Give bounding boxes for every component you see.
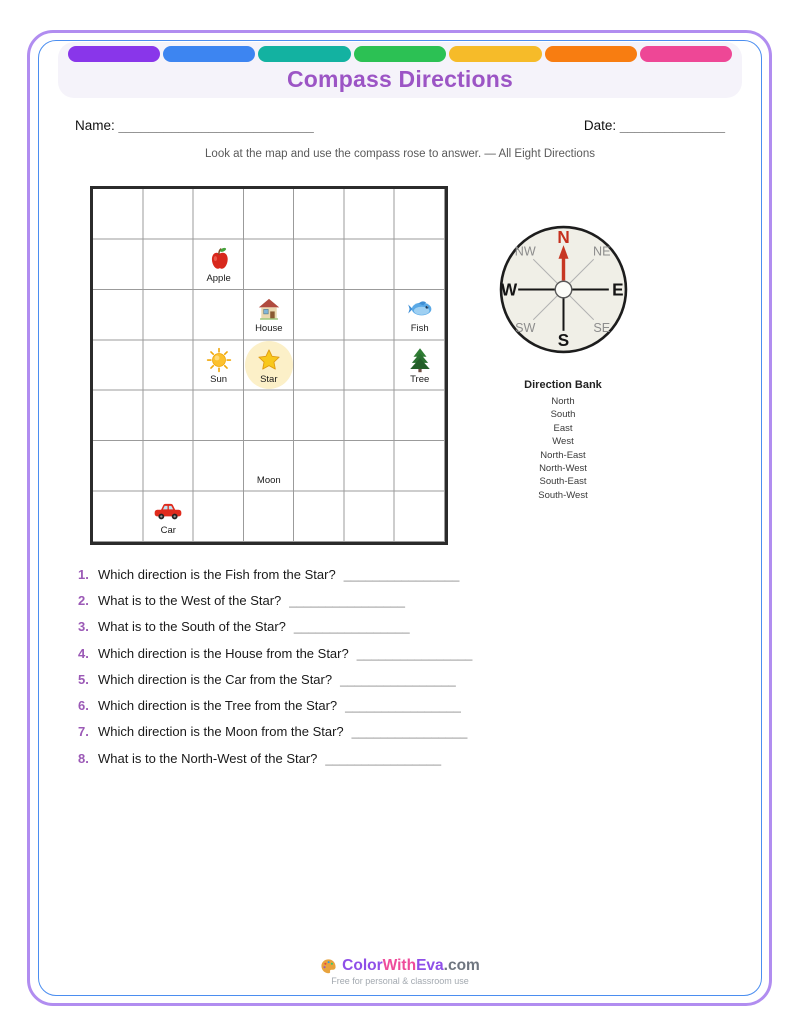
brand-word-color: Color bbox=[342, 957, 383, 974]
map-item-label: Tree bbox=[410, 373, 430, 385]
header-bar bbox=[449, 46, 541, 62]
map-item-house bbox=[244, 290, 294, 340]
map-item-fish bbox=[395, 290, 445, 340]
page-title: Compass Directions bbox=[287, 66, 513, 92]
map-item-tree bbox=[395, 340, 445, 390]
date-label: Date: bbox=[583, 118, 617, 133]
car-icon bbox=[153, 497, 183, 525]
question-text: What is to the South of the Star? bbox=[98, 619, 286, 635]
map-item-label: Car bbox=[160, 525, 176, 537]
question-text: Which direction is the Car from the Star? bbox=[98, 671, 333, 687]
date-blank-line: ______________ bbox=[619, 118, 725, 133]
footer-brand bbox=[320, 957, 480, 975]
compass-label-nw: NW bbox=[514, 244, 536, 259]
footer bbox=[0, 957, 800, 986]
question-row bbox=[78, 692, 472, 718]
answer-blank-line: ________________ bbox=[345, 698, 461, 714]
question-row bbox=[78, 587, 472, 613]
answer-blank-line: ________________ bbox=[293, 619, 410, 635]
brand-word-with: With bbox=[382, 957, 417, 974]
question-text: What is to the North-West of the Star? bbox=[98, 750, 318, 766]
compass-rose bbox=[495, 221, 632, 358]
question-text: Which direction is the Tree from the Star? bbox=[98, 698, 338, 714]
question-row bbox=[78, 745, 472, 771]
header-bar bbox=[68, 46, 160, 62]
header-bar bbox=[258, 46, 350, 62]
direction-bank-item: North-West bbox=[539, 463, 587, 475]
header-color-bars bbox=[66, 46, 734, 62]
compass-label-e: E bbox=[612, 280, 624, 300]
direction-bank-item: West bbox=[552, 436, 574, 448]
apple-icon bbox=[206, 245, 232, 273]
date-field bbox=[584, 118, 725, 133]
header-bar bbox=[354, 46, 446, 62]
star-icon bbox=[257, 346, 281, 374]
map-item-moon bbox=[244, 441, 294, 491]
map-item-label: Apple bbox=[206, 272, 231, 284]
footer-tagline: Free for personal & classroom use bbox=[331, 976, 469, 986]
question-row bbox=[78, 640, 472, 666]
question-number: 2. bbox=[78, 592, 89, 608]
direction-bank bbox=[463, 379, 663, 502]
compass-label-s: S bbox=[557, 330, 570, 350]
map-item-apple bbox=[194, 239, 244, 289]
question-text: Which direction is the Moon from the Star? bbox=[98, 724, 344, 740]
map-item-label: Fish bbox=[410, 323, 429, 335]
answer-blank-line: ________________ bbox=[325, 750, 442, 766]
question-text: What is to the West of the Star? bbox=[98, 592, 282, 608]
name-date-row bbox=[75, 118, 725, 133]
map-item-star bbox=[245, 341, 293, 389]
question-number: 8. bbox=[78, 750, 89, 766]
name-blank-line: __________________________ bbox=[118, 118, 314, 133]
answer-blank-line: ________________ bbox=[340, 671, 456, 687]
question-number: 6. bbox=[78, 698, 89, 714]
map-item-label: Star bbox=[260, 373, 278, 385]
question-number: 7. bbox=[78, 724, 89, 740]
footer-brand-text bbox=[342, 957, 480, 975]
answer-blank-line: ________________ bbox=[289, 592, 405, 608]
direction-bank-title: Direction Bank bbox=[524, 379, 602, 391]
direction-bank-item: East bbox=[553, 422, 573, 434]
direction-bank-item: North bbox=[551, 396, 575, 407]
instruction-text: Look at the map and use the compass rose to answer. — All Eight Directions bbox=[205, 148, 595, 160]
header-bar bbox=[163, 46, 255, 62]
map-item-label: Sun bbox=[210, 373, 228, 385]
map-item-sun bbox=[194, 340, 244, 390]
answer-blank-line: ________________ bbox=[351, 724, 468, 740]
compass-label-n: N bbox=[557, 228, 570, 248]
map-item-car bbox=[143, 492, 193, 542]
brand-word-com: .com bbox=[443, 957, 480, 974]
question-row bbox=[78, 561, 472, 587]
header-band bbox=[58, 42, 742, 98]
map-item-label: Moon bbox=[256, 474, 281, 486]
answer-blank-line: ________________ bbox=[343, 566, 460, 582]
direction-bank-item: South-West bbox=[538, 489, 588, 501]
compass-label-se: SE bbox=[593, 320, 611, 335]
name-field bbox=[75, 118, 314, 133]
name-label: Name: bbox=[75, 118, 115, 133]
direction-bank-item: North-East bbox=[540, 449, 586, 461]
tree-icon bbox=[407, 346, 433, 374]
question-row bbox=[78, 719, 472, 745]
question-text: Which direction is the House from the Star? bbox=[98, 645, 349, 661]
header-bar bbox=[640, 46, 732, 62]
house-icon bbox=[256, 295, 282, 323]
direction-bank-item: South bbox=[550, 409, 576, 421]
fish-icon bbox=[407, 295, 433, 323]
question-number: 1. bbox=[78, 566, 89, 582]
question-number: 3. bbox=[78, 619, 89, 635]
compass-label-ne: NE bbox=[593, 244, 611, 259]
map-item-label: House bbox=[255, 323, 283, 335]
palette-icon bbox=[320, 958, 337, 975]
header-bar bbox=[545, 46, 637, 62]
question-row bbox=[78, 666, 472, 692]
moon-icon bbox=[256, 447, 282, 475]
sun-icon bbox=[206, 346, 232, 374]
compass-hub bbox=[555, 281, 572, 298]
direction-bank-item: South-East bbox=[539, 476, 587, 488]
question-number: 4. bbox=[78, 645, 89, 661]
question-row bbox=[78, 614, 472, 640]
compass-label-sw: SW bbox=[515, 320, 536, 335]
brand-word-eva: Eva bbox=[416, 957, 444, 974]
questions-list bbox=[78, 561, 472, 771]
question-text: Which direction is the Fish from the Star? bbox=[98, 566, 336, 582]
compass-label-w: W bbox=[501, 280, 518, 300]
question-number: 5. bbox=[78, 671, 89, 687]
answer-blank-line: ________________ bbox=[356, 645, 473, 661]
